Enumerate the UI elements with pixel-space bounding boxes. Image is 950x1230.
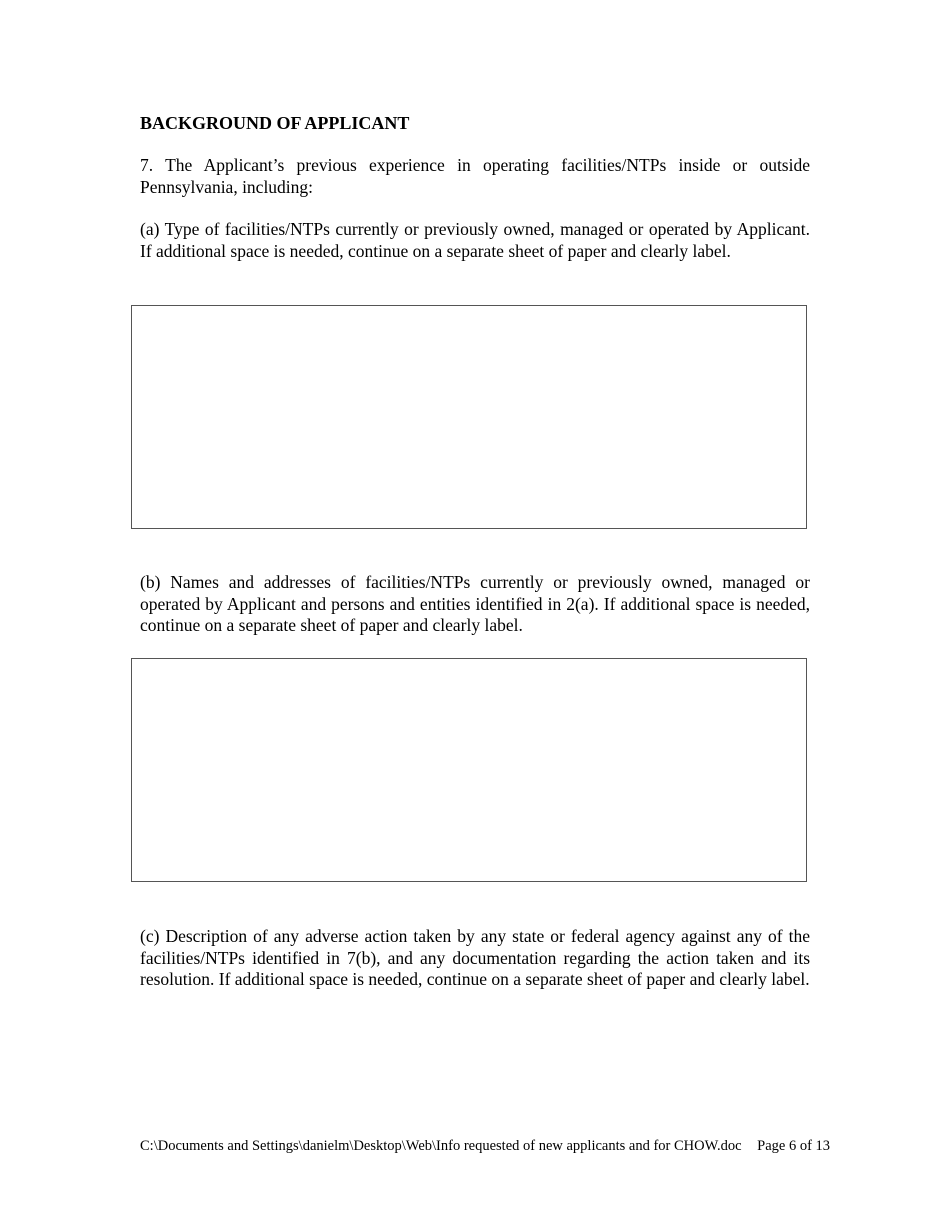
question-7c-text: (c) Description of any adverse action taken by any state or federal agency against any of the facilities/NTPs identified in 7(b), and any documentation regarding the action taken and its resolution. If additional space is needed, continue on a separate sheet of paper and clearly label. xyxy=(140,926,810,989)
question-7a-answer-box[interactable] xyxy=(131,305,807,529)
footer-file-path: C:\Documents and Settings\danielm\Desktop\Web\Info requested of new applicants and for CHOW.doc xyxy=(140,1138,742,1154)
question-7-intro: 7. The Applicant’s previous experience in operating facilities/NTPs inside or outside Pennsylvania, including: xyxy=(140,155,810,197)
question-7b-answer-box[interactable] xyxy=(131,658,807,882)
footer-page-number: Page 6 of 13 xyxy=(757,1138,831,1154)
section-heading: BACKGROUND OF APPLICANT xyxy=(140,113,410,133)
page-footer xyxy=(140,1137,830,1155)
question-7a-text: (a) Type of facilities/NTPs currently or previously owned, managed or operated by Applicant. If additional space is needed, continue on a separate sheet of paper and clearly label. xyxy=(140,219,810,261)
question-7b-text: (b) Names and addresses of facilities/NTPs currently or previously owned, managed or operated by Applicant and persons and entities identified in 2(a). If additional space is needed, continue on a separate sheet of paper and clearly label. xyxy=(140,572,810,635)
